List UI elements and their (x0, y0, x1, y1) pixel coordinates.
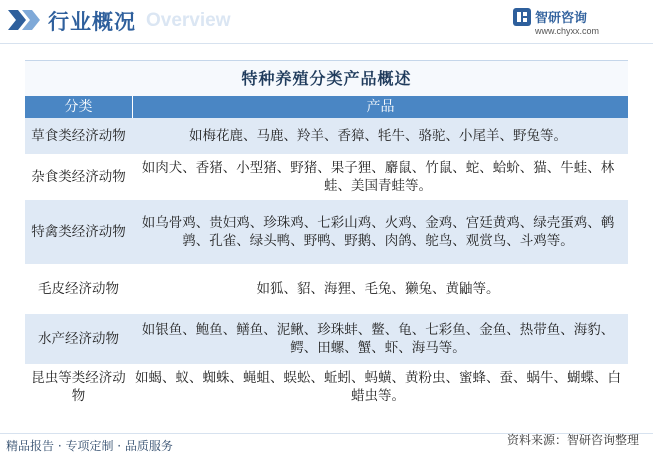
brand-name: 智研咨询 (535, 11, 588, 26)
header-category: 分类 (25, 96, 133, 118)
source-note: 资料来源：智研咨询整理 (506, 433, 639, 447)
brand-url: www.chyxx.com (535, 26, 600, 36)
double-chevron-icon (8, 10, 42, 30)
row-category: 杂食类经济动物 (31, 169, 126, 185)
table-row (25, 154, 628, 200)
footer-slogan: 精品报告 · 专项定制 · 品质服务 (6, 439, 173, 453)
table-row (25, 364, 628, 410)
row-product: 如狐、貂、海狸、毛兔、獭兔、黄鼬等。 (256, 281, 500, 297)
page-header (0, 0, 653, 44)
table-row (25, 200, 628, 264)
brand-logo-icon (513, 8, 531, 26)
row-category: 毛皮经济动物 (38, 281, 119, 297)
page-title: 行业概况 (48, 10, 136, 34)
row-product: 如银鱼、鲍鱼、鳝鱼、泥鳅、珍珠蚌、鳖、龟、七彩鱼、金鱼、热带鱼、海豹、鳄、田螺、蟹、虾、海马等。 (141, 322, 615, 356)
brand-block (513, 6, 643, 40)
classification-table (25, 60, 628, 410)
row-product: 如肉犬、香猪、小型猪、野猪、果子狸、麝鼠、竹鼠、蛇、蛤蚧、猫、牛蛙、林蛙、美国青蛙等。 (141, 160, 615, 194)
table-row (25, 118, 628, 154)
table-row (25, 314, 628, 364)
table-row (25, 264, 628, 314)
row-category: 昆虫等类经济动物 (31, 370, 126, 404)
table-title: 特种养殖分类产品概述 (25, 60, 628, 96)
page-footer (0, 433, 653, 458)
row-category: 特禽类经济动物 (31, 224, 126, 240)
row-product: 如蝎、蚁、蜘蛛、蝇蛆、蜈蚣、蚯蚓、蚂蟥、黄粉虫、蜜蜂、蚕、蜗牛、蝴蝶、白蜡虫等。 (135, 370, 621, 404)
row-product: 如乌骨鸡、贵妇鸡、珍珠鸡、七彩山鸡、火鸡、金鸡、宫廷黄鸡、绿壳蛋鸡、鹌鹑、孔雀、绿头鸭、野鸭、野鹅、肉鸽、鸵鸟、观赏鸟、斗鸡等。 (141, 215, 615, 249)
row-category: 草食类经济动物 (31, 128, 126, 144)
header-product: 产品 (366, 99, 395, 115)
header-watermark: Overview (146, 10, 231, 31)
row-category: 水产经济动物 (38, 331, 119, 347)
row-product: 如梅花鹿、马鹿、羚羊、香獐、牦牛、骆驼、小尾羊、野兔等。 (189, 128, 567, 144)
header-divider (0, 43, 653, 44)
table-header-row (25, 96, 628, 118)
